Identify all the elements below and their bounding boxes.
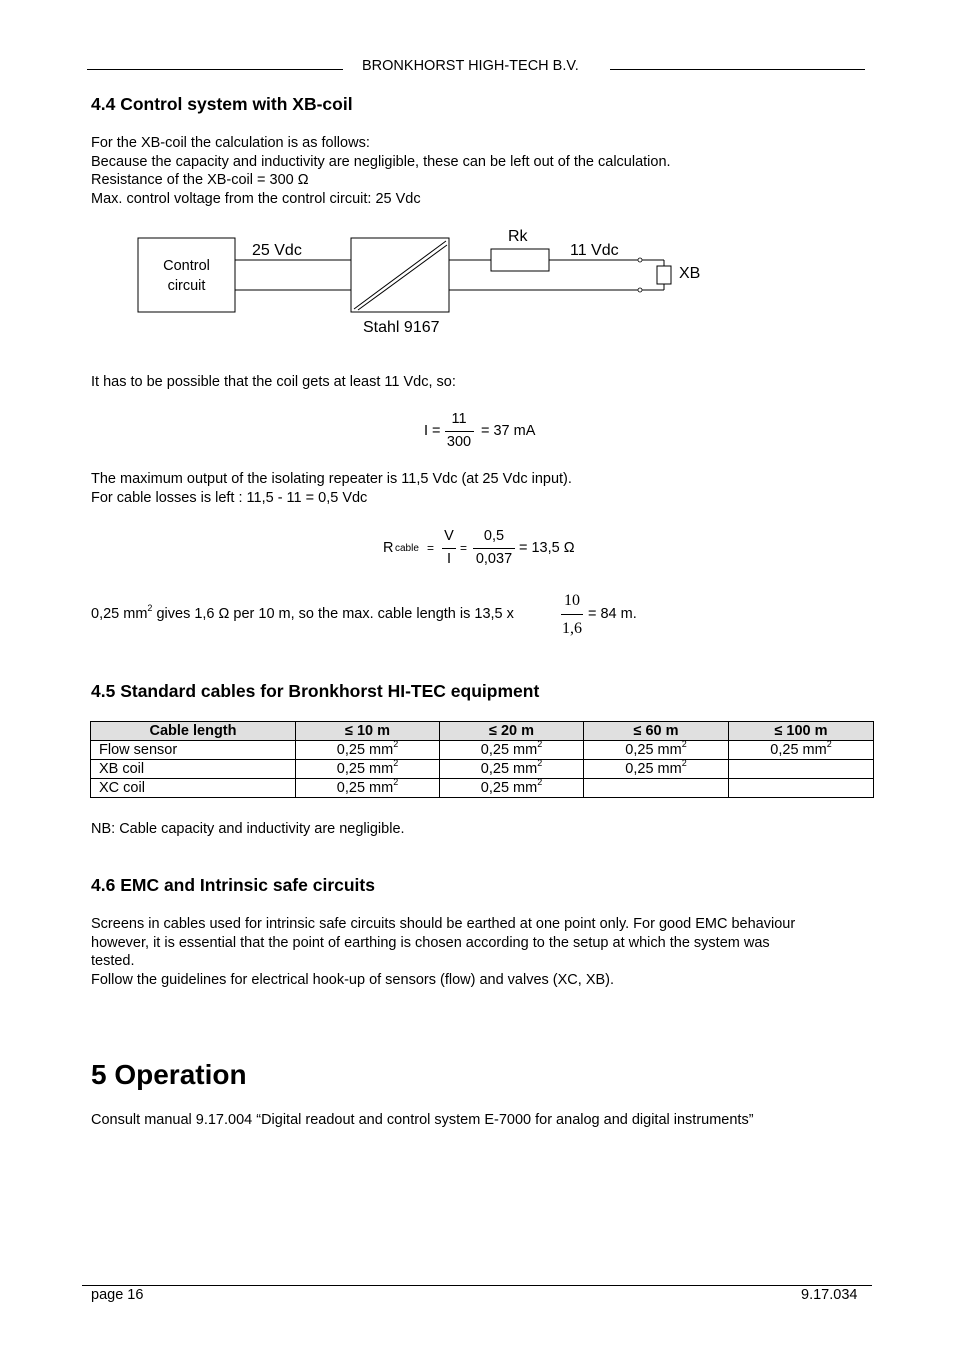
repeater-label: Stahl 9167 xyxy=(363,319,440,336)
control-circuit-label xyxy=(138,257,235,295)
repeater-diagonal xyxy=(354,241,446,309)
text-line: tested. xyxy=(91,953,135,969)
section-4-4-title: 4.4 Control system with XB-coil xyxy=(91,94,353,114)
eq2-fraction-bar xyxy=(442,548,456,549)
section-4-6-paragraph xyxy=(91,915,881,989)
control-label-line: Control xyxy=(163,258,210,274)
eq1-lhs: I = xyxy=(424,423,441,439)
eq1-denominator: 300 xyxy=(446,434,472,450)
header-company: BRONKHORST HIGH-TECH B.V. xyxy=(362,58,579,74)
section-5-text: Consult manual 9.17.004 “Digital readout and control system E-7000 for analog and digital instruments” xyxy=(91,1112,754,1128)
row-label: XC coil xyxy=(91,779,296,798)
eq2-subscript: cable xyxy=(395,543,419,554)
resistor-label: Rk xyxy=(508,228,528,245)
text-line: For the XB-coil the calculation is as follows: xyxy=(91,135,370,151)
cell-value: 0,25 mm xyxy=(480,742,538,758)
footer-rule xyxy=(82,1285,872,1286)
cell-value: 0,25 mm xyxy=(336,742,394,758)
header-cell: ≤ 20 m xyxy=(440,722,584,741)
table-cell xyxy=(729,741,874,760)
table-header-row xyxy=(91,722,874,741)
text-line: Max. control voltage from the control circuit: 25 Vdc xyxy=(91,190,421,207)
eq2-equals: = xyxy=(460,541,468,555)
coil-label: XB xyxy=(679,265,701,282)
eq1-numerator: 11 xyxy=(451,411,467,427)
table-row xyxy=(91,779,874,798)
eq2-numerator: 0,5 xyxy=(483,528,505,544)
footer-doc-number: 9.17.034 xyxy=(801,1287,858,1303)
superscript: 2 xyxy=(147,603,153,613)
section-5-title: 5 Operation xyxy=(91,1059,247,1090)
control-label-line: circuit xyxy=(167,277,206,294)
coil-xb xyxy=(657,266,671,284)
table-cell-empty xyxy=(729,760,874,779)
superscript: 2 xyxy=(681,758,687,768)
length-numerator: 10 xyxy=(564,592,580,609)
table-row xyxy=(91,741,874,760)
table-cell xyxy=(296,760,440,779)
header-cell: ≤ 100 m xyxy=(729,722,874,741)
length-fraction-bar xyxy=(561,614,583,615)
table-cell xyxy=(584,760,729,779)
superscript: 2 xyxy=(393,777,399,787)
eq2-fraction-bar xyxy=(473,548,515,549)
table-cell-empty xyxy=(584,779,729,798)
table-cell-empty xyxy=(729,779,874,798)
eq2-numerator-v: V xyxy=(444,528,454,544)
row-label: Flow sensor xyxy=(91,741,296,760)
cell-value: 0,25 mm xyxy=(480,780,538,796)
cell-value: 0,25 mm xyxy=(625,761,682,777)
text-line: Screens in cables used for intrinsic safe circuits should be earthed at one point only. For good EMC behaviour xyxy=(91,916,796,932)
eq2-equals: = xyxy=(427,541,435,555)
table-note: NB: Cable capacity and inductivity are negligible. xyxy=(91,821,405,837)
length-rhs: = 84 m. xyxy=(588,606,637,622)
text-part: gives 1,6 Ω per 10 m, so the max. cable length is 13,5 x xyxy=(152,606,514,622)
text-line: however, it is essential that the point of earthing is chosen according to the setup at which the system was xyxy=(91,934,770,951)
cell-value: 0,25 mm xyxy=(336,761,394,777)
table-row xyxy=(91,760,874,779)
input-voltage-label: 25 Vdc xyxy=(252,242,302,259)
eq2-rhs: = 13,5 Ω xyxy=(519,540,575,556)
text-line: Resistance of the XB-coil = 300 Ω xyxy=(91,172,309,188)
footer-page: page 16 xyxy=(91,1287,144,1303)
length-denominator: 1,6 xyxy=(562,620,582,637)
superscript: 2 xyxy=(826,739,832,749)
superscript: 2 xyxy=(537,777,543,787)
header-cell: Cable length xyxy=(91,722,296,741)
text-part: 0,25 mm xyxy=(91,606,148,622)
table-cell xyxy=(296,741,440,760)
superscript: 2 xyxy=(393,758,399,768)
cell-value: 0,25 mm xyxy=(336,780,394,796)
eq2-r: R xyxy=(383,540,394,556)
cell-value: 0,25 mm xyxy=(625,742,682,758)
terminal xyxy=(638,288,642,292)
header-cell: ≤ 10 m xyxy=(296,722,440,741)
terminal xyxy=(638,258,642,262)
output-voltage-label: 11 Vdc xyxy=(570,242,619,259)
section-4-6-title: 4.6 EMC and Intrinsic safe circuits xyxy=(91,875,375,895)
calc-intro: It has to be possible that the coil gets at least 11 Vdc, so: xyxy=(91,374,456,390)
cables-table xyxy=(90,721,874,798)
table-cell xyxy=(296,779,440,798)
table-cell xyxy=(440,760,584,779)
table-cell xyxy=(440,779,584,798)
superscript: 2 xyxy=(537,758,543,768)
section-4-5-title: 4.5 Standard cables for Bronkhorst HI-TEC equipment xyxy=(91,681,540,701)
eq2-denominator: 0,037 xyxy=(475,551,513,567)
text-line: For cable losses is left : 11,5 - 11 = 0,5 Vdc xyxy=(91,489,368,506)
cell-value: 0,25 mm xyxy=(770,742,827,758)
superscript: 2 xyxy=(393,739,399,749)
cell-value: 0,25 mm xyxy=(480,761,538,777)
superscript: 2 xyxy=(537,739,543,749)
table-cell xyxy=(440,741,584,760)
text-line: Because the capacity and inductivity are negligible, these can be left out of the calculation. xyxy=(91,153,671,170)
row-label: XB coil xyxy=(91,760,296,779)
resistor-rk xyxy=(491,249,549,271)
table-cell xyxy=(584,741,729,760)
eq1-rhs: = 37 mA xyxy=(481,423,536,439)
text-line: Follow the guidelines for electrical hook-up of sensors (flow) and valves (XC, XB). xyxy=(91,971,615,988)
header-cell: ≤ 60 m xyxy=(584,722,729,741)
text-line: The maximum output of the isolating repeater is 11,5 Vdc (at 25 Vdc input). xyxy=(91,471,572,487)
superscript: 2 xyxy=(681,739,687,749)
eq1-fraction-bar xyxy=(445,431,474,432)
cable-length-text xyxy=(91,605,514,624)
eq2-denominator-i: I xyxy=(446,551,452,567)
repeater-paragraph xyxy=(91,470,572,507)
repeater-diagonal xyxy=(358,245,447,310)
